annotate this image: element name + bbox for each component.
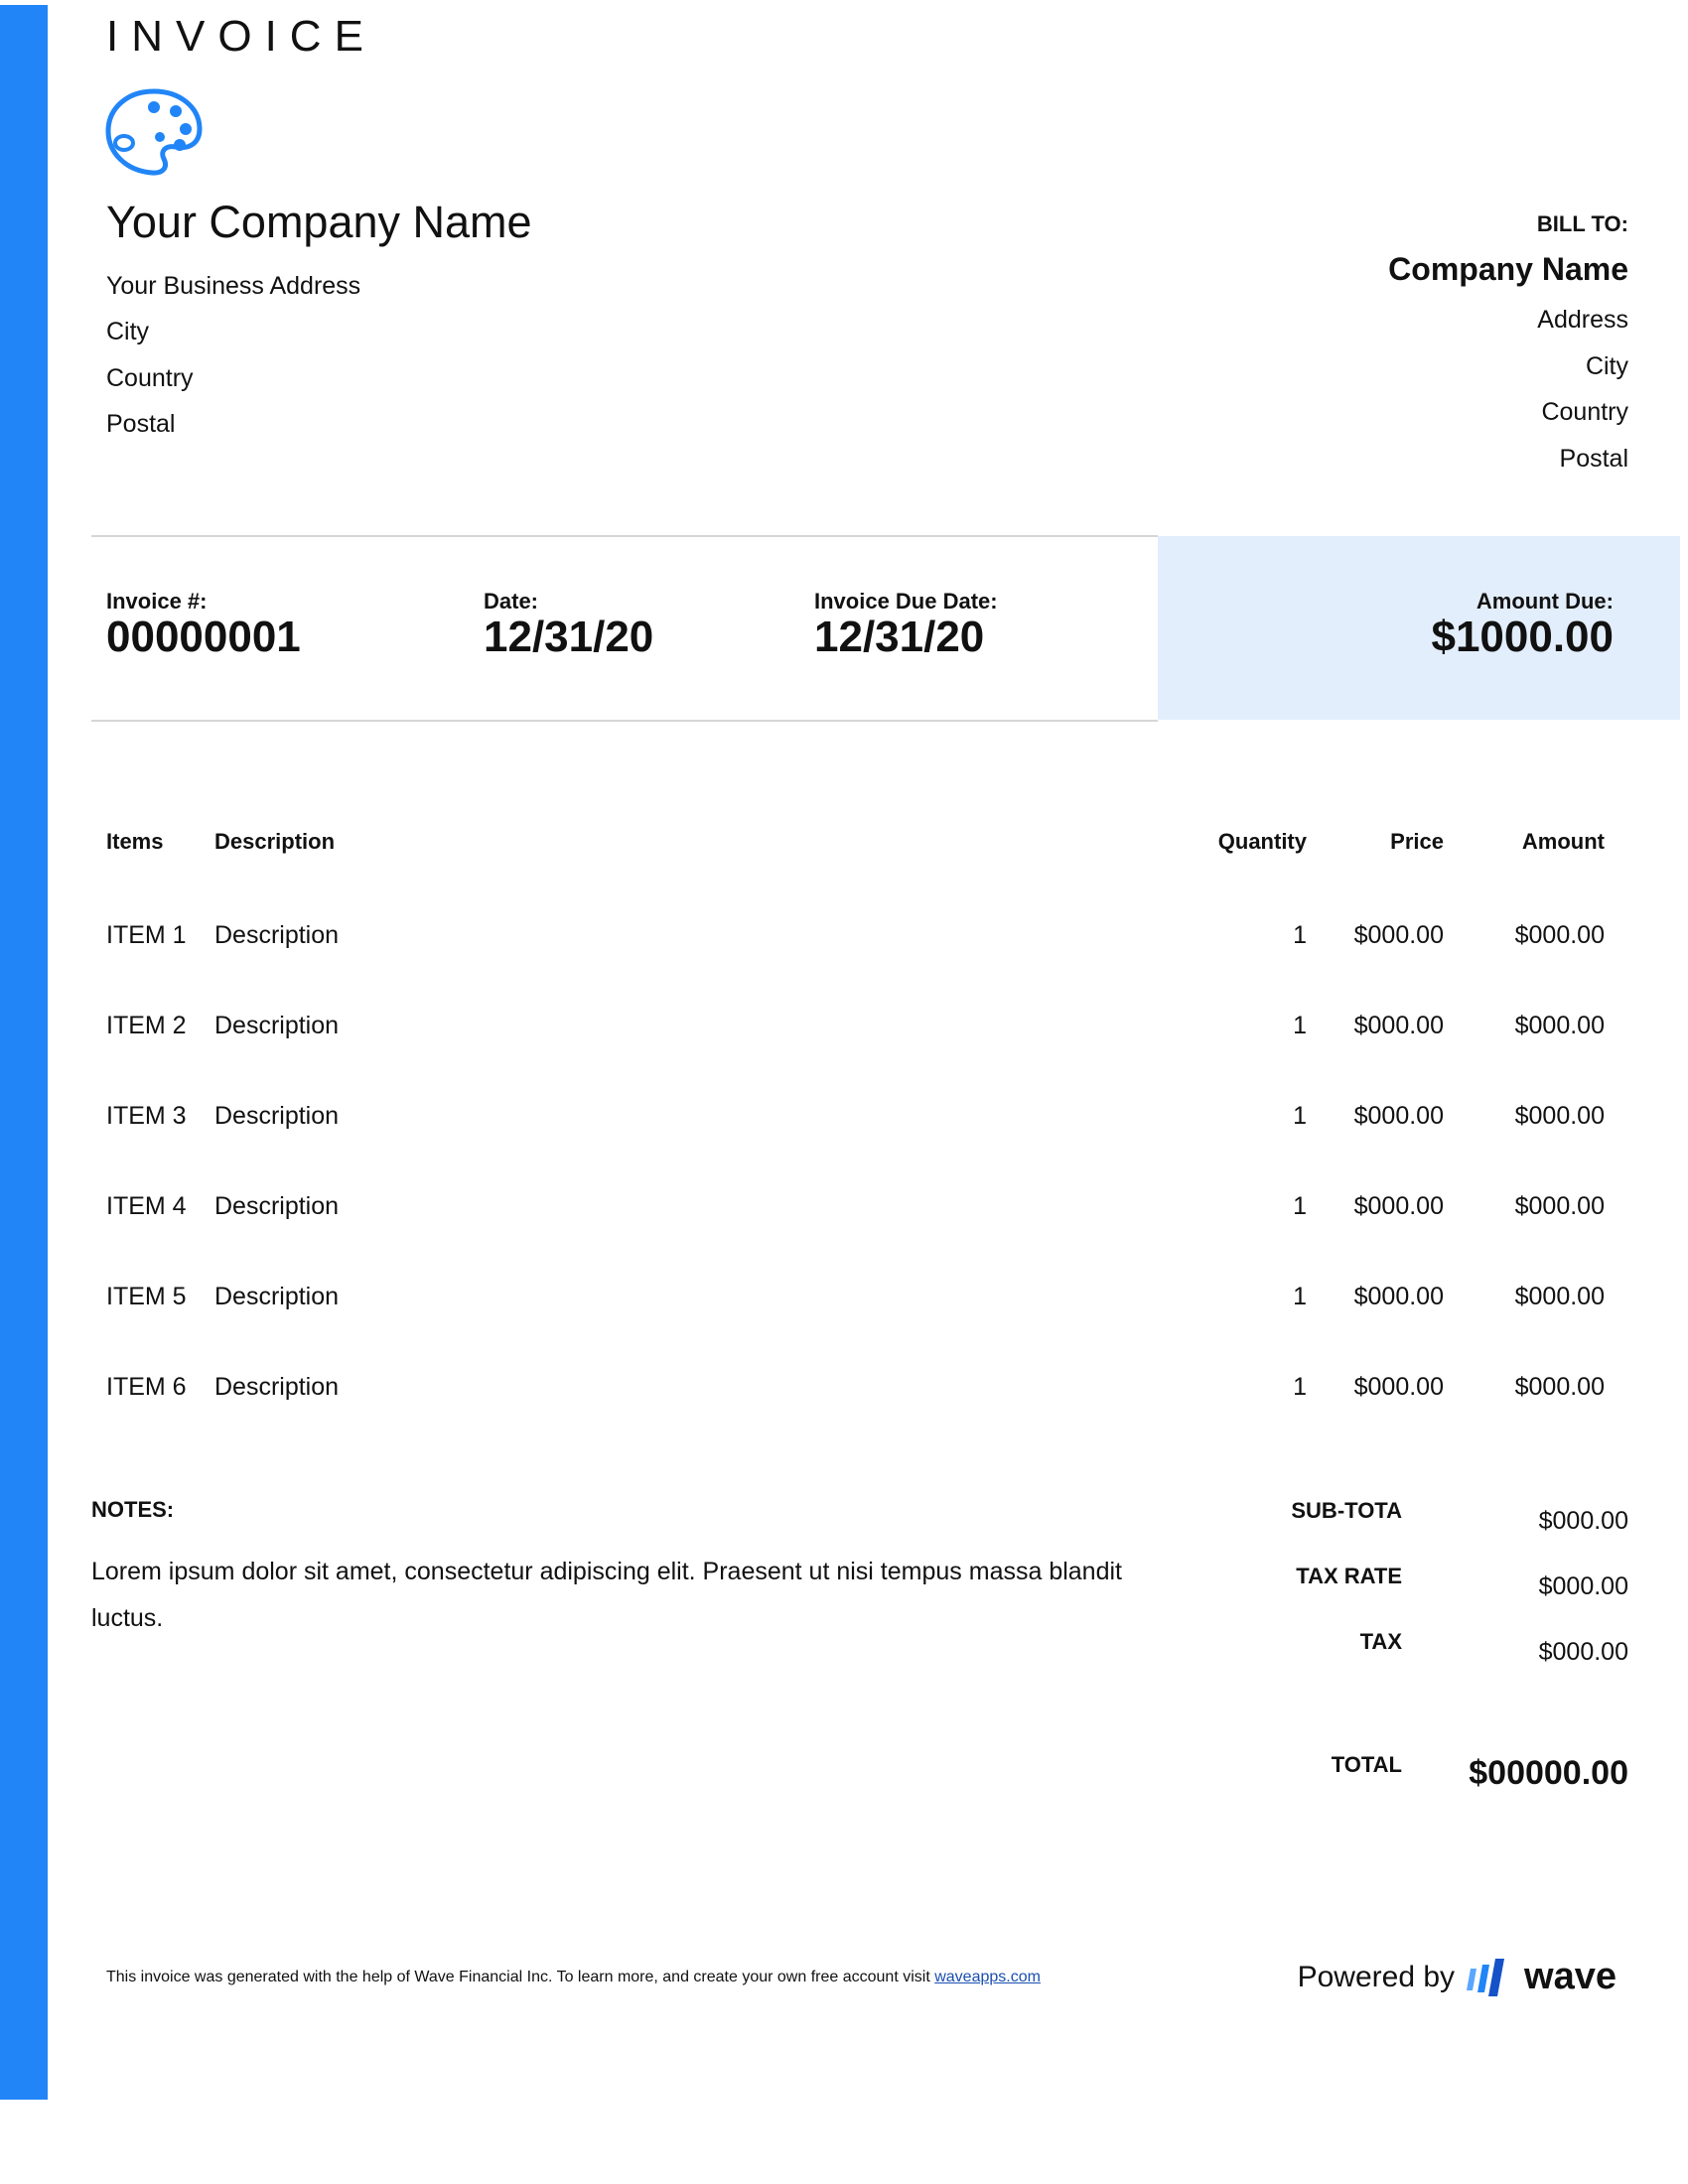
column-header-items: Items [106, 829, 164, 854]
row-amount: $000.00 [1514, 921, 1605, 949]
invoice-date: 12/31/20 [484, 613, 654, 661]
footer-text: This invoice was generated with the help of Wave Financial Inc. To learn more, and create your own free account visit [106, 1969, 930, 1985]
due-date: 12/31/20 [814, 613, 985, 661]
row-price: $000.00 [1353, 1192, 1444, 1220]
row-description: Description [214, 1283, 340, 1310]
sender-company-name: Your Company Name [106, 197, 532, 247]
row-item: ITEM 3 [106, 1102, 187, 1130]
tax-rate-value: $000.00 [1538, 1572, 1628, 1600]
bill-to-country: Country [1541, 398, 1628, 426]
due-date-label: Invoice Due Date: [814, 589, 998, 614]
row-description: Description [214, 1192, 340, 1220]
row-description: Description [214, 1373, 340, 1401]
row-item: ITEM 4 [106, 1192, 187, 1220]
tax-label: TAX [1359, 1629, 1402, 1654]
row-price: $000.00 [1353, 1012, 1444, 1039]
row-price: $000.00 [1353, 921, 1444, 949]
divider [91, 535, 1158, 537]
palette-icon [104, 87, 204, 177]
row-amount: $000.00 [1514, 1102, 1605, 1130]
invoice-title: INVOICE [106, 12, 376, 61]
row-price: $000.00 [1353, 1283, 1444, 1310]
row-quantity: 1 [1293, 1283, 1307, 1310]
row-description: Description [214, 1012, 340, 1039]
row-description: Description [214, 921, 340, 949]
column-header-quantity: Quantity [1217, 829, 1307, 854]
bill-to-city: City [1585, 352, 1628, 380]
subtotal-label: SUB-TOTA [1291, 1498, 1402, 1523]
sender-city: City [106, 318, 150, 345]
sender-address: Your Business Address [106, 272, 361, 300]
tax-value: $000.00 [1538, 1638, 1628, 1666]
waveapps-link[interactable]: waveapps.com [934, 1969, 1041, 1985]
powered-by-wave[interactable] [1298, 1956, 1617, 1998]
footer-note [106, 1969, 1041, 1986]
row-item: ITEM 1 [106, 921, 187, 949]
row-quantity: 1 [1293, 1012, 1307, 1039]
row-quantity: 1 [1293, 1373, 1307, 1401]
row-amount: $000.00 [1514, 1373, 1605, 1401]
notes-text: Lorem ipsum dolor sit amet, consectetur adipiscing elit. Praesent ut nisi tempus massa blandit luctus. [91, 1558, 1122, 1632]
row-description: Description [214, 1102, 340, 1130]
column-header-price: Price [1390, 829, 1444, 854]
total-value: $00000.00 [1469, 1754, 1628, 1792]
bill-to-address: Address [1537, 306, 1628, 334]
bill-to-label: BILL TO: [1536, 211, 1628, 236]
bill-to-company: Company Name [1388, 251, 1628, 287]
row-item: ITEM 2 [106, 1012, 187, 1039]
column-header-description: Description [214, 829, 336, 854]
date-label: Date: [484, 589, 539, 614]
invoice-number-label: Invoice #: [106, 589, 208, 614]
column-header-amount: Amount [1521, 829, 1605, 854]
subtotal-value: $000.00 [1538, 1507, 1628, 1535]
row-quantity: 1 [1293, 1192, 1307, 1220]
sender-country: Country [106, 364, 194, 392]
amount-due: $1000.00 [1431, 613, 1614, 661]
row-quantity: 1 [1293, 1102, 1307, 1130]
row-item: ITEM 6 [106, 1373, 187, 1401]
row-price: $000.00 [1353, 1373, 1444, 1401]
row-price: $000.00 [1353, 1102, 1444, 1130]
tax-rate-label: TAX RATE [1296, 1564, 1402, 1588]
powered-by-text: Powered by [1297, 1960, 1456, 1993]
sender-postal: Postal [106, 410, 176, 438]
wave-brand: wave [1524, 1956, 1617, 1997]
row-amount: $000.00 [1514, 1012, 1605, 1039]
divider [91, 720, 1158, 722]
accent-sidebar [0, 5, 48, 2100]
row-amount: $000.00 [1514, 1192, 1605, 1220]
notes-label: NOTES: [91, 1497, 175, 1522]
wave-logo-icon [1465, 1957, 1514, 1998]
total-label: TOTAL [1331, 1752, 1402, 1777]
row-quantity: 1 [1293, 921, 1307, 949]
row-amount: $000.00 [1514, 1283, 1605, 1310]
invoice-number: 00000001 [106, 613, 301, 661]
amount-due-label: Amount Due: [1476, 589, 1614, 614]
bill-to-postal: Postal [1559, 445, 1628, 473]
row-item: ITEM 5 [106, 1283, 187, 1310]
